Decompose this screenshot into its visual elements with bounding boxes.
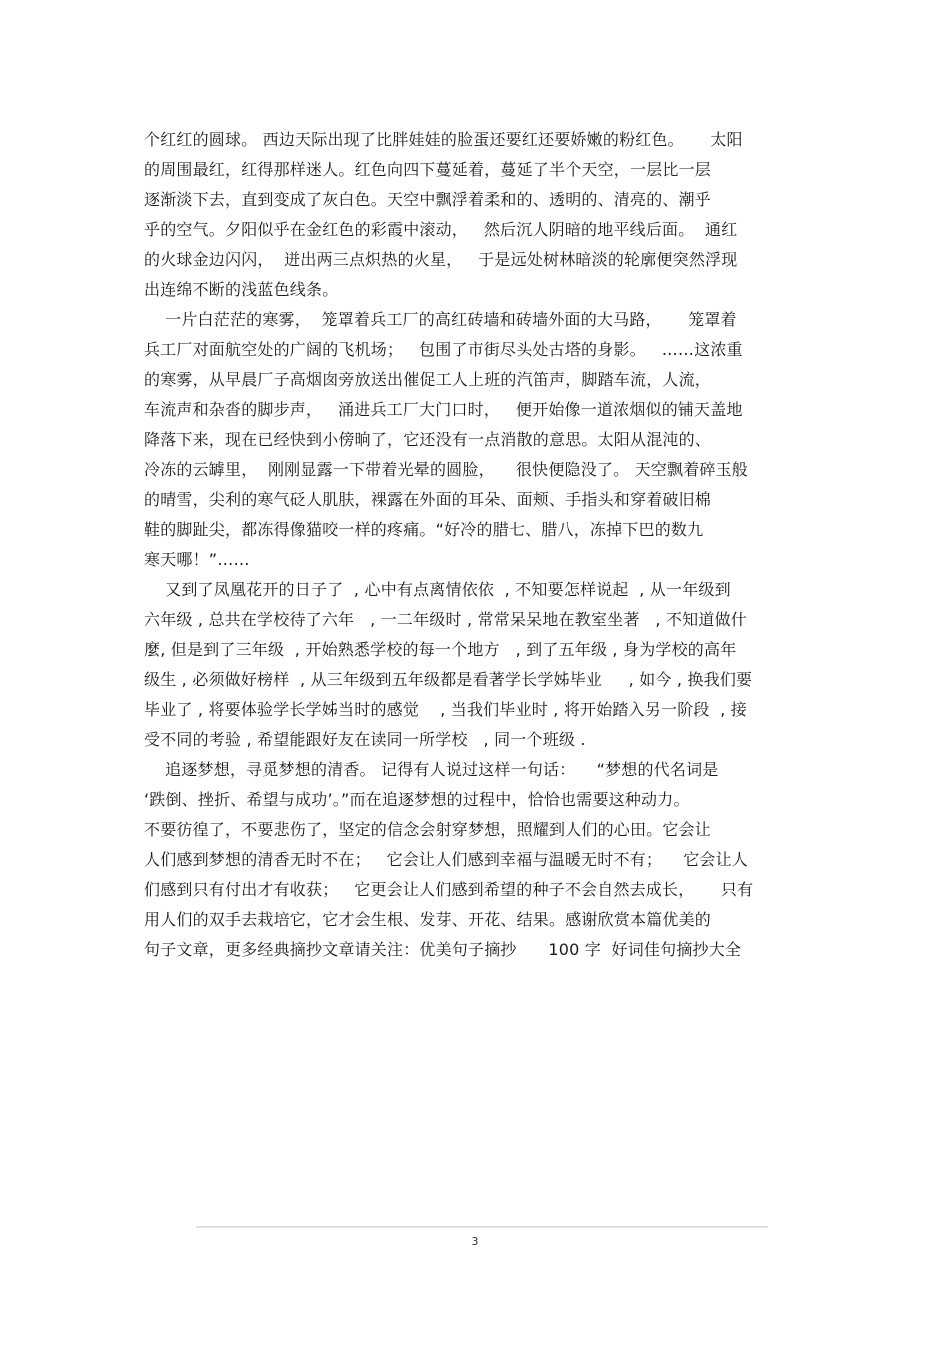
text-line: 追逐梦想，寻觅梦想的清香。 记得有人说过这样一句话： “梦想的代名词是 (144, 760, 719, 779)
footer-divider (196, 1226, 768, 1228)
text-line: 车流声和杂沓的脚步声， 涌进兵工厂大门口时， 便开始像一道浓烟似的铺天盖地 (144, 400, 743, 419)
text-line: 的晴雪，尖利的寒气砭人肌肤，裸露在外面的耳朵、面颊、手指头和穿着破旧棉 (144, 490, 712, 509)
body-text (144, 125, 814, 965)
text-line: 乎的空气。夕阳似乎在金红色的彩霞中滚动， 然后沉人阴暗的地平线后面。 通红 (144, 220, 738, 239)
text-line: 逐渐淡下去，直到变成了灰白色。天空中飘浮着柔和的、透明的、清亮的、潮乎 (144, 190, 712, 209)
text-line: 个红红的圆球。 西边天际出现了比胖娃娃的脸蛋还要红还要娇嫩的粉红色。 太阳 (144, 130, 743, 149)
text-line: 句子文章，更多经典摘抄文章请关注：优美句子摘抄 100 字 好词佳句摘抄大全 (144, 940, 742, 959)
text-line: 又到了凤凰花开的日子了 , 心中有点离情依依 , 不知要怎样说起 , 从一年级到 (144, 580, 731, 599)
text-line: 人们感到梦想的清香无时不在； 它会让人们感到幸福与温暖无时不有； 它会让人 (144, 850, 749, 869)
text-line: 不要彷徨了，不要悲伤了，坚定的信念会射穿梦想，照耀到人们的心田。它会让 (144, 820, 712, 839)
text-line: 毕业了 , 将要体验学长学姊当时的感觉 , 当我们毕业时 , 将开始踏入另一阶段 , 接 (144, 700, 747, 719)
text-line: 用人们的双手去栽培它，它才会生根、发芽、开花、结果。感谢欣赏本篇优美的 (144, 910, 712, 929)
text-line: 冷冻的云罅里， 刚刚显露一下带着光晕的圆脸， 很快便隐没了。 天空飘着碎玉般 (144, 460, 749, 479)
text-line: 一片白茫茫的寒雾， 笼罩着兵工厂的高红砖墙和砖墙外面的大马路， 笼罩着 (144, 310, 737, 329)
text-line: 出连绵不断的浅蓝色线条。 (144, 280, 339, 299)
text-line: 的周围最红，红得那样迷人。红色向四下蔓延着，蔓延了半个天空，一层比一层 (144, 160, 712, 179)
text-line: 六年级 , 总共在学校待了六年 , 一二年级时 , 常常呆呆地在教室坐著 , 不知道做什 (144, 610, 747, 629)
text-line: ‘跌倒、挫折、希望与成功’。”而在追逐梦想的过程中，恰恰也需要这种动力。 (144, 790, 690, 809)
text-line: 级生 , 必须做好榜样 , 从三年级到五年级都是看著学长学姊毕业 , 如今 , 换我们要 (144, 670, 753, 689)
text-line: 兵工厂对面航空处的广阔的飞机场； 包围了市街尽头处古塔的身影。 ……这浓重 (144, 340, 743, 359)
text-line: 的寒雾，从早晨厂子高烟囱旁放送出催促工人上班的汽笛声，脚踏车流，人流， (144, 370, 712, 389)
text-line: 鞋的脚趾尖，都冻得像猫咬一样的疼痛。“好冷的腊七、腊八，冻掉下巴的数九 (144, 520, 704, 539)
page-number: 3 (471, 1235, 479, 1248)
text-line: 的火球金边闪闪， 迸出两三点炽热的火星， 于是远处树林暗淡的轮廓便突然浮现 (144, 250, 738, 269)
text-line: 降落下来，现在已经快到小傍晌了，它还没有一点消散的意思。太阳从混沌的、 (144, 430, 712, 449)
text-line: 麼, 但是到了三年级 , 开始熟悉学校的每一个地方 , 到了五年级 , 身为学校的高年 (144, 640, 737, 659)
text-line: 们感到只有付出才有收获； 它更会让人们感到希望的种子不会自然去成长， 只有 (144, 880, 754, 899)
text-line: 受不同的考验 , 希望能跟好友在读同一所学校 , 同一个班级 . (144, 730, 586, 749)
text-line: 寒天哪！”…… (144, 550, 250, 569)
